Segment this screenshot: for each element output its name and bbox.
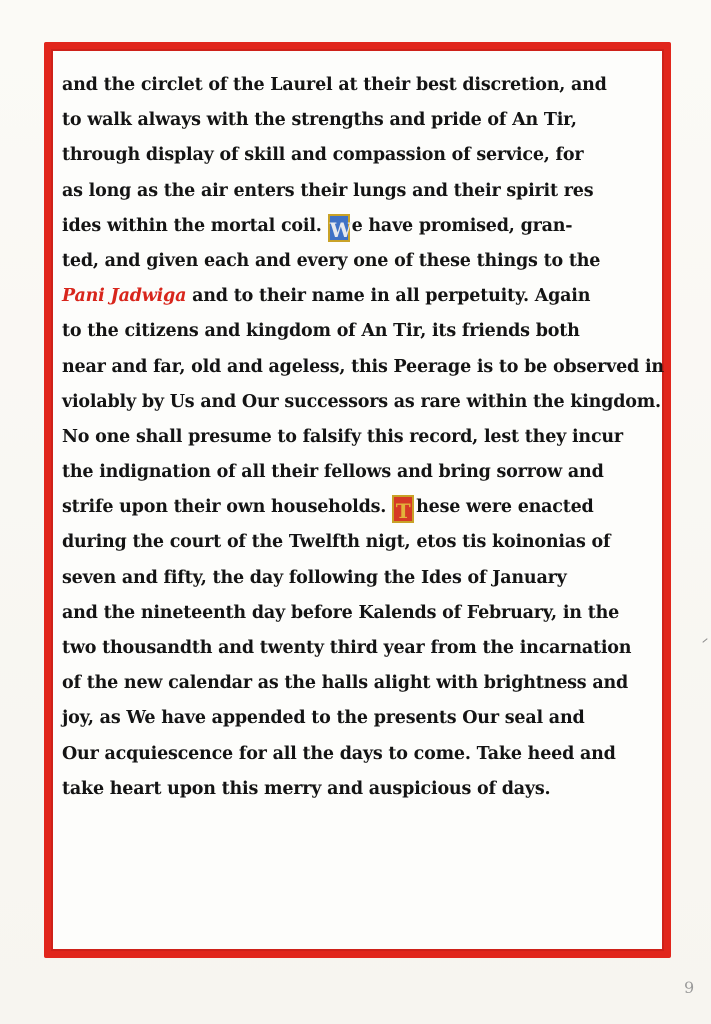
text-line: during the court of the Twelfth nigt, etos tis koinonias of (62, 532, 611, 553)
line-text: ides within the mortal coil. (62, 215, 322, 236)
text-line: and the circlet of the Laurel at their best discretion, and (62, 75, 607, 95)
text-line: No one shall presume to falsify this record, lest they incur (62, 426, 623, 447)
line-text: strife upon their own households. (62, 497, 387, 518)
text-line (62, 209, 657, 244)
text-line: to walk always with the strengths and pride of An Tir, (62, 110, 577, 131)
text-line (62, 279, 657, 314)
text-line: the indignation of all their fellows and bring sorrow and (62, 462, 604, 483)
text-line: two thousandth and twenty third year from the incarnation (62, 638, 632, 658)
page-number: 9 (684, 978, 695, 997)
line-text-after-initial: e have promised, gran- (351, 215, 573, 236)
text-line: through display of skill and compassion of service, for (62, 145, 584, 166)
text-line: and the nineteenth day before Kalends of February, in the (62, 602, 620, 623)
text-line: as long as the air enters their lungs and their spirit res (62, 180, 594, 201)
text-line: joy, as We have appended to the presents Our seal and (62, 708, 585, 729)
text-line: seven and fifty, the day following the Ides of January (62, 567, 567, 588)
illuminated-initial-w: W (328, 214, 350, 242)
text-line: near and far, old and ageless, this Peerage is to be observed in (62, 356, 664, 377)
text-line: of the new calendar as the halls alight with brightness and (62, 673, 629, 694)
text-line: violably by Us and Our successors as rare within the kingdom. (62, 391, 661, 412)
text-line: to the citizens and kingdom of An Tir, its friends both (62, 321, 580, 342)
text-line (62, 490, 657, 525)
text-line: Our acquiescence for all the days to come. Take heed and (62, 743, 616, 764)
rubric-recipient-name: Pani Jadwiga (62, 286, 187, 307)
red-border-frame (44, 42, 671, 958)
text-line: ted, and given each and every one of these things to the (62, 250, 601, 271)
line-text-after-initial: hese were enacted (416, 497, 594, 518)
pencil-mark (702, 638, 707, 643)
illuminated-initial-t: T (392, 495, 414, 523)
line-text-after-rubric: and to their name in all perpetuity. Again (186, 286, 591, 307)
calligraphy-text-block (62, 68, 664, 807)
text-line: take heart upon this merry and auspicious of days. (62, 778, 551, 799)
